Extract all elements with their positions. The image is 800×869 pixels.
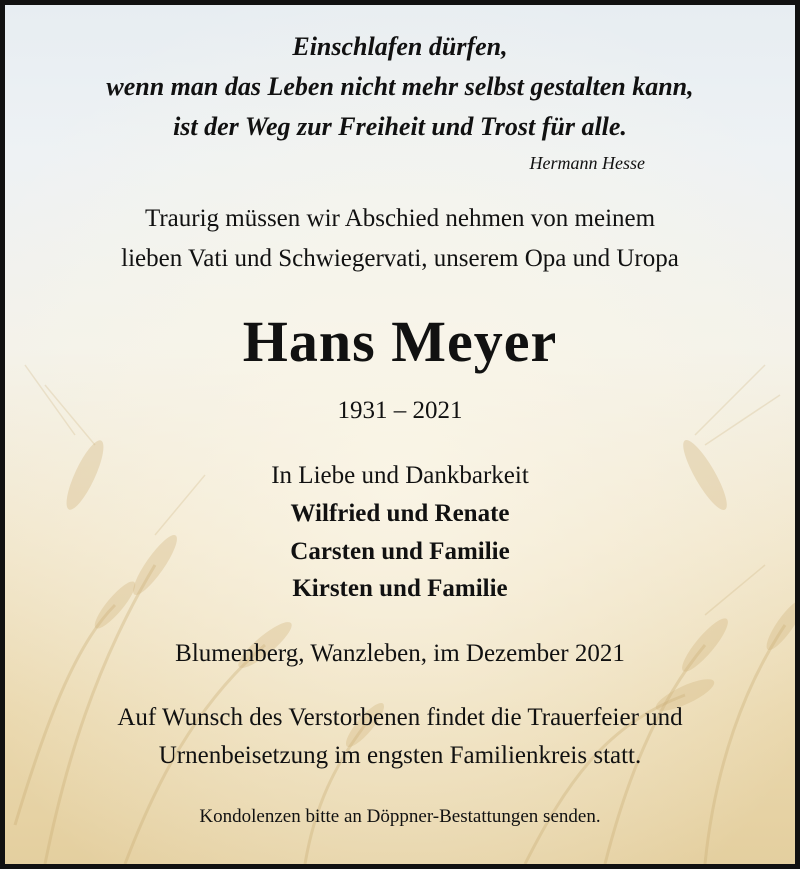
mourner-name: Carsten und Familie	[290, 538, 510, 565]
place-date: Blumenberg, Wanzleben, im Dezember 2021	[175, 640, 625, 667]
mourners-intro: In Liebe und Dankbarkeit	[271, 462, 529, 489]
notice-text	[5, 5, 795, 864]
ceremony-line: Urnenbeisetzung im engsten Familienkreis statt.	[158, 742, 642, 769]
intro-line: lieben Vati und Schwiegervati, unserem Opa und Uropa	[121, 245, 679, 272]
deceased-name: Hans Meyer	[242, 309, 558, 374]
quote-line: ist der Weg zur Freiheit und Trost für alle.	[173, 112, 627, 141]
condolences-note: Kondolenzen bitte an Döppner-Bestattungen senden.	[199, 806, 601, 827]
mourner-name: Wilfried und Renate	[290, 500, 510, 527]
life-dates: 1931 – 2021	[337, 397, 463, 424]
quote-line: Einschlafen dürfen,	[292, 32, 508, 61]
mourner-name: Kirsten und Familie	[292, 575, 508, 602]
intro-line: Traurig müssen wir Abschied nehmen von meinem	[144, 205, 656, 232]
ceremony-line: Auf Wunsch des Verstorbenen findet die Trauerfeier und	[117, 704, 683, 731]
quote-author: Hermann Hesse	[529, 153, 645, 173]
quote-line: wenn man das Leben nicht mehr selbst gestalten kann,	[106, 72, 694, 101]
